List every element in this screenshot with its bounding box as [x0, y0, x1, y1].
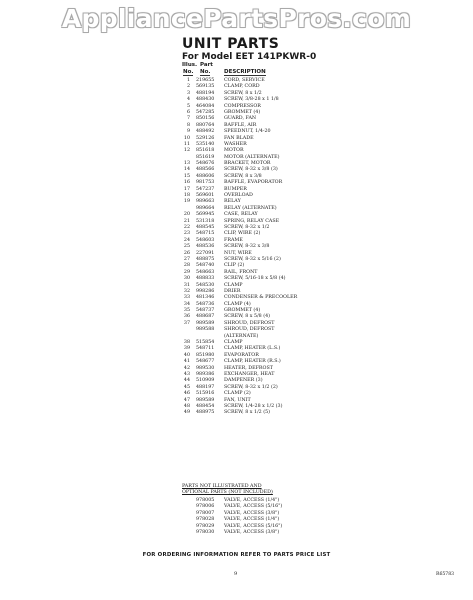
illus-no: 42	[183, 365, 190, 371]
illus-no: 38	[183, 340, 190, 346]
part-no: 978028	[196, 517, 215, 523]
list-item	[0, 410, 473, 416]
parts-list	[0, 78, 473, 417]
description: CLAMP	[224, 340, 243, 346]
header-no-1: No.	[183, 69, 194, 75]
description: CLAMP (2)	[224, 391, 251, 397]
illus-no: 7	[186, 116, 190, 122]
not-illustrated-heading	[182, 484, 352, 495]
part-no: 989386	[196, 371, 215, 377]
description: CLAMP, HEATER (L.S.)	[224, 346, 281, 352]
part-no: 529126	[196, 135, 215, 141]
description: GROMMET (4)	[224, 109, 261, 115]
illus-no: 9	[186, 129, 190, 135]
part-no: 998286	[196, 288, 215, 294]
description: CORD, SERVICE	[224, 78, 265, 83]
description: BAFFLE, AIR	[224, 122, 257, 128]
description: SCREW, 8 x 1/2 (5)	[224, 410, 271, 416]
illus-no: 41	[183, 359, 190, 365]
description: CLIP, WIRE (2)	[224, 231, 261, 237]
part-no: 989664	[196, 205, 215, 211]
illus-no: 18	[183, 193, 190, 199]
part-no: 488687	[196, 314, 215, 320]
illus-no: 24	[183, 237, 190, 243]
part-no: 488430	[196, 97, 215, 103]
part-no: 548677	[196, 359, 215, 365]
part-no: 488454	[196, 403, 215, 409]
illus-no: 23	[183, 231, 190, 237]
description: GROMMET (4)	[224, 308, 261, 314]
illus-no: 49	[183, 410, 190, 416]
illus-no: 5	[186, 103, 190, 109]
part-no: 488875	[196, 256, 215, 262]
description: COMPRESSOR	[224, 103, 261, 109]
part-no: 547237	[196, 186, 215, 192]
part-no: 851980	[196, 352, 215, 358]
description: RELAY (ALTERNATE)	[224, 205, 277, 211]
part-no: 978007	[196, 510, 215, 516]
illus-no: 20	[183, 212, 190, 218]
header-illus: Illus.	[182, 62, 198, 68]
description: VALVE, ACCESS (5/16")	[224, 504, 283, 510]
part-no: 989588	[196, 327, 215, 333]
description: BUMPER	[224, 186, 247, 192]
description: VALVE, ACCESS (1/4")	[224, 498, 280, 503]
part-no: 569945	[196, 212, 215, 218]
part-no: 989589	[196, 397, 215, 403]
part-no: 547285	[196, 109, 215, 115]
part-no: 488545	[196, 224, 215, 230]
part-no: 981753	[196, 180, 215, 186]
document-code: R65783	[436, 572, 455, 577]
description: CLAMP	[224, 282, 243, 288]
part-no: 548711	[196, 346, 215, 352]
part-no: 548736	[196, 301, 215, 307]
illus-no: 12	[183, 148, 190, 154]
illus-no: 11	[183, 141, 190, 147]
illus-no: 8	[186, 122, 190, 128]
description: CLAMP, CORD	[224, 84, 260, 90]
part-no: 219655	[196, 78, 215, 83]
optional-parts-list	[0, 498, 473, 536]
description: RELAY	[224, 199, 241, 205]
part-no: 488606	[196, 173, 215, 179]
illus-no: 28	[183, 263, 190, 269]
part-no: 488833	[196, 276, 215, 282]
illus-no: 37	[183, 320, 190, 326]
illus-no: 19	[183, 199, 190, 205]
description: VALVE, ACCESS (3/8")	[224, 529, 280, 535]
illus-no: 4	[186, 97, 190, 103]
header-description: DESCRIPTION	[224, 69, 266, 75]
part-no: 548737	[196, 308, 215, 314]
watermark: AppliancePartsPros.com	[61, 4, 412, 33]
illus-no: 43	[183, 371, 190, 377]
description: BAFFLE, EVAPORATOR	[224, 180, 283, 186]
part-no: 851618	[196, 148, 215, 154]
description: MOTOR (ALTERNATE)	[224, 154, 280, 160]
illus-no: 36	[183, 314, 190, 320]
illus-no: 1	[186, 78, 190, 83]
illus-no: 34	[183, 301, 190, 307]
description: SHROUD, DEFROST	[224, 320, 275, 326]
illus-no: 33	[183, 295, 190, 301]
header-part: Part	[200, 62, 213, 68]
description: CLAMP, HEATER (R.S.)	[224, 359, 281, 365]
part-no: 548676	[196, 161, 215, 167]
description: RAIL, FRONT	[224, 269, 258, 275]
page-number: 9	[234, 571, 238, 577]
illus-no: 25	[183, 244, 190, 250]
description: EXCHANGER, HEAT	[224, 371, 275, 377]
description: SPRING, RELAY CASE	[224, 218, 280, 224]
part-no: 481346	[196, 295, 215, 301]
part-no: 488566	[196, 167, 215, 173]
description: EVAPORATOR	[224, 352, 259, 358]
description: CONDENSER & PRECOOLER	[224, 295, 298, 301]
description: SCREW, 8 x 5/8 (4)	[224, 314, 271, 320]
description: VALVE, ACCESS (3/8")	[224, 510, 280, 516]
description: MOTOR	[224, 148, 244, 154]
description: CLAMP (4)	[224, 301, 251, 307]
part-no: 488197	[196, 384, 215, 390]
illus-no: 6	[186, 109, 190, 115]
part-no: 978029	[196, 523, 215, 529]
part-no: 989530	[196, 365, 215, 371]
description: BRACKET, MOTOR	[224, 161, 271, 167]
description: CLIP (2)	[224, 263, 245, 269]
description: VALVE, ACCESS (1/4")	[224, 517, 280, 523]
part-no: 548715	[196, 231, 215, 237]
part-no: 548740	[196, 263, 215, 269]
illus-no: 2	[186, 84, 190, 90]
part-no: 569601	[196, 193, 215, 199]
not-illustrated-heading-line1: PARTS NOT ILLUSTRATED AND	[182, 484, 262, 489]
not-illustrated-heading-line2: OPTIONAL PARTS (NOT INCLUDED)	[182, 489, 273, 495]
part-no: 510909	[196, 378, 215, 384]
illus-no: 29	[183, 269, 190, 275]
description: FAN, UNIT	[224, 397, 251, 403]
part-no: 851619	[196, 154, 215, 160]
description: (ALTERNATE)	[224, 333, 259, 339]
description: SCREW, 8-32 x 3/8 (3)	[224, 167, 278, 173]
illus-no: 15	[183, 173, 190, 179]
header-no-2: No.	[200, 69, 211, 75]
part-no: 569135	[196, 84, 215, 90]
illus-no: 21	[183, 218, 190, 224]
model-line: For Model EET 141PKWR-0	[182, 52, 317, 62]
description: NUT, WIRE	[224, 250, 252, 256]
description: SCREW, 5/16-18 x 5/8 (4)	[224, 276, 286, 282]
description: GUARD, FAN	[224, 116, 257, 122]
description: CASE, RELAY	[224, 212, 258, 218]
description: SCREW, 8-32 x 1/2	[224, 224, 270, 230]
part-no: 488194	[196, 90, 215, 96]
illus-no: 22	[183, 224, 190, 230]
description: SHROUD, DEFROST	[224, 327, 275, 333]
illus-no: 31	[183, 282, 190, 288]
part-no: 488492	[196, 129, 215, 135]
description: SCREW, 8-32 x 3/8	[224, 244, 270, 250]
illus-no: 45	[183, 384, 190, 390]
description: VALVE, ACCESS (5/16")	[224, 523, 283, 529]
illus-no: 26	[183, 250, 190, 256]
list-item	[0, 530, 473, 536]
description: HEATER, DEFROST	[224, 365, 273, 371]
illus-no: 3	[186, 90, 190, 96]
illus-no: 46	[183, 391, 190, 397]
part-no: 548603	[196, 237, 215, 243]
ordering-instruction: FOR ORDERING INFORMATION REFER TO PARTS PRICE LIST	[142, 552, 331, 558]
illus-no: 10	[183, 135, 190, 141]
part-no: 531318	[196, 218, 215, 224]
illus-no: 27	[183, 256, 190, 262]
description: WASHER	[224, 141, 247, 147]
part-no: 464084	[196, 103, 215, 109]
description: FAN BLADE	[224, 135, 254, 141]
part-no: 989589	[196, 320, 215, 326]
illus-no: 48	[183, 403, 190, 409]
part-no: 978030	[196, 529, 215, 535]
part-no: 989663	[196, 199, 215, 205]
part-no: 488536	[196, 244, 215, 250]
part-no: 880764	[196, 122, 215, 128]
part-no: 227091	[196, 250, 215, 256]
illus-no: 40	[183, 352, 190, 358]
part-no: 515916	[196, 391, 215, 397]
description: SCREW, 8 x 1/2	[224, 90, 262, 96]
part-no: 535140	[196, 141, 215, 147]
description: FRAME	[224, 237, 243, 243]
part-no: 488975	[196, 410, 215, 416]
part-no: 548530	[196, 282, 215, 288]
illus-no: 47	[183, 397, 190, 403]
illus-no: 44	[183, 378, 190, 384]
page-title: UNIT PARTS	[182, 36, 280, 52]
illus-no: 32	[183, 288, 190, 294]
part-no: 978005	[196, 498, 215, 503]
part-no: 548663	[196, 269, 215, 275]
part-no: 978006	[196, 504, 215, 510]
illus-no: 17	[183, 186, 190, 192]
illus-no: 30	[183, 276, 190, 282]
description: OVERLOAD	[224, 193, 253, 199]
description: SCREW, 1/4-28 x 1/2 (3)	[224, 403, 283, 409]
description: DRIER	[224, 288, 241, 294]
description: SCREW, 8 x 3/8	[224, 173, 262, 179]
illus-no: 16	[183, 180, 190, 186]
illus-no: 14	[183, 167, 190, 173]
description: SCREW, 8-32 x 5/16 (2)	[224, 256, 281, 262]
description: SCREW, 3/8-28 x 1 1/8	[224, 97, 279, 103]
illus-no: 13	[183, 161, 190, 167]
illus-no: 39	[183, 346, 190, 352]
part-no: 515854	[196, 340, 215, 346]
illus-no: 35	[183, 308, 190, 314]
description: SCREW, 8-32 x 1/2 (2)	[224, 384, 278, 390]
description: SPEEDNUT, 1/4-20	[224, 129, 271, 135]
description: DAMPENER (3)	[224, 378, 263, 384]
part-no: 850156	[196, 116, 215, 122]
